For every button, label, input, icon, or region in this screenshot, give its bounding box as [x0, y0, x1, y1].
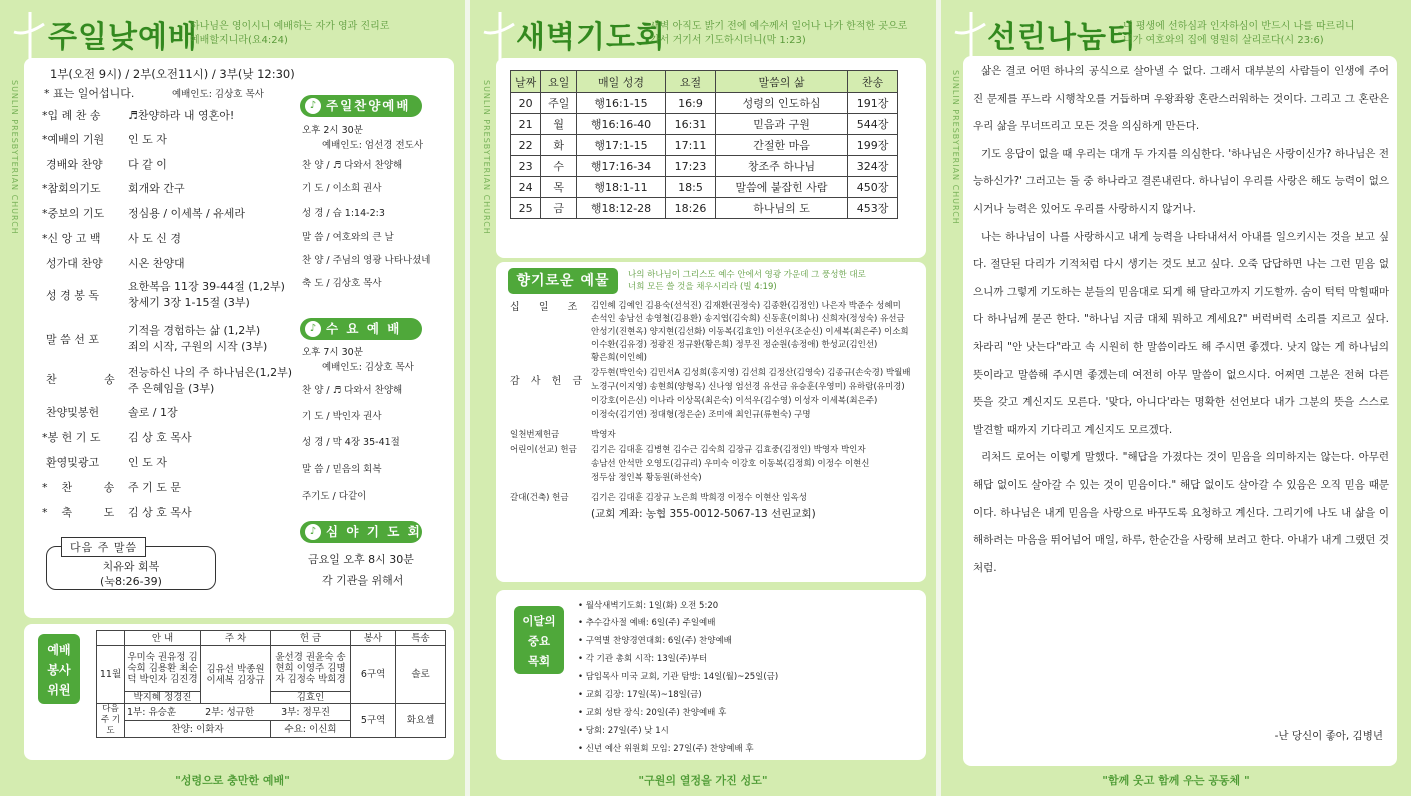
offering-names: 이수환(김유경) 정광진 정규환(황은희) 정무진 정순원(송정애) 한성교(김인선)	[591, 340, 878, 350]
order-value: 솔로 / 1장	[128, 406, 178, 419]
order-label: *입 례 찬 송	[42, 109, 101, 122]
wednesday-service-pill: ♪ 수 요 예 배	[300, 318, 422, 340]
table-row: 24 목 행18:1-11 18:5 말씀에 붙잡힌 사람 450장	[511, 177, 898, 198]
news-item: • 구역별 찬양경연대회: 6일(주) 찬양예배	[578, 636, 732, 646]
panel-title: 선린나눔터	[987, 20, 1137, 55]
essay-paragraph: 삶은 결코 어떤 하나의 공식으로 살아낼 수 없다. 그래서 대부분의 사람들이 인생에 주어진 문제를 푸느라 시행착오를 거듭하며 우왕좌왕 혼란스러워하는 것이다. 그리고 그 혼란은 우리 삶을 무너뜨리고 모든 것을 의심하게 만든다.	[973, 65, 1389, 133]
essay-body	[973, 58, 1389, 582]
order-value: 다 같 이	[128, 158, 167, 171]
night-prayer-desc: 각 기관을 위해서	[322, 574, 404, 587]
panel-footer: "구원의 열정을 가진 성도"	[638, 774, 768, 787]
monthly-news-label: 이달의 중요 목회	[514, 606, 564, 674]
order-label: *봉 헌 기 도	[42, 431, 101, 444]
service-team-card	[24, 624, 454, 760]
vertical-church-name: SUNLIN PRESBYTERIAN CHURCH	[482, 80, 491, 235]
next-sermon-label: 다음 주 말씀	[61, 537, 146, 557]
order-value: 전능하신 나의 주 하나님은(1,2부)	[128, 366, 293, 379]
order-label: 환영및광고	[46, 456, 100, 469]
offering-names: 황은희(이인혜)	[591, 353, 647, 363]
bible-reading-table: 날짜 요일 매일 성경 요절 말씀의 삶 찬송 20 주일 행16:1-15 16:9 성령의 인도하심 191장 21 월 행16:16-40 16:31 믿음과 구원 544장 22 화 행17:1-15 17:11 간절한 마음 199장 23 수 행17:16-34 17:23 창조주 하나님 324장 24 목 행18:1-11 18:5 말씀에 붙잡힌 사람 450장 25 금 행18:12-28 18:26 하나님의 도 453장	[510, 70, 898, 219]
bank-account: (교회 계좌: 농협 355-0012-5067-13 선린교회)	[591, 508, 816, 520]
order-label: 성가대 찬양	[46, 257, 103, 270]
offering-names: 박영자	[591, 430, 616, 440]
order-value: 사 도 신 경	[128, 232, 181, 245]
offering-names: 정두삼 정인복 황동원(하선숙)	[591, 473, 702, 483]
offering-label: 어린이(선교) 헌금	[510, 445, 577, 455]
monthly-news-card	[496, 590, 926, 760]
wednesday-item: 찬 양 / ♬ 다와서 찬양해	[302, 385, 403, 396]
essay-paragraph: 리처드 로어는 이렇게 말했다. "해답을 가졌다는 것이 믿음을 의미하지는 않는다. 아무런 해답 없이도 살아갈 수 있는 것이 믿음이다." 해답 없이도 살아갈 수 있음은 오직 믿음 때문이다. 하나님은 내게 믿음을 사랑으로 바꾸도록 요청하고 계신다. 그리기에 나도 내 삶을 이해하려는 마음을 뛰어넘어 매일, 하루, 한순간을 사랑해 보려고 한다. 아내가 내게 그랬던 것처럼.	[973, 451, 1389, 574]
offering-names: 노경구(이지영) 송현희(양형옥) 신나영 엄선경 유선금 유승훈(우영미) 유하람(유미경)	[591, 382, 905, 392]
order-value: 기적을 경험하는 삶 (1,2부)	[128, 324, 261, 337]
praise-item: 찬 양 / ♬ 다와서 찬양해	[302, 160, 403, 171]
music-note-icon: ♪	[305, 98, 321, 114]
praise-item: 기 도 / 이소희 권사	[302, 183, 382, 194]
panel-footer: "성령으로 충만한 예배"	[175, 774, 290, 787]
music-note-icon: ♪	[305, 524, 321, 540]
table-row: 25 금 행18:12-28 18:26 하나님의 도 453장	[511, 198, 898, 219]
cross-logo-icon	[478, 6, 518, 66]
wednesday-time: 오후 7시 30분	[302, 347, 363, 358]
panel-subtitle: 하나님은 영이시니 예배하는 자가 영과 진리로 예배할지니라(요4:24)	[190, 21, 390, 46]
praise-item: 성 경 / 습 1:14-2:3	[302, 208, 385, 219]
vertical-church-name: SUNLIN PRESBYTERIAN CHURCH	[10, 80, 19, 235]
stand-note: * 표는 일어섭니다.	[44, 87, 135, 100]
dawn-prayer-card	[496, 58, 926, 258]
wednesday-item: 성 경 / 막 4장 35-41절	[302, 437, 400, 448]
wednesday-item: 기 도 / 박인자 권사	[302, 411, 382, 422]
order-value: 회개와 간구	[128, 182, 185, 195]
essay-paragraph: 나는 하나님이 나를 사랑하시고 내게 능력을 나타내셔서 아내를 일으키시는 것을 보고 싶다. 절단된 다리가 기적처럼 다시 생기는 것도 보고 싶다. 오죽 답답하면 나는 그런 믿음 없으니까 그렇게 기도하는 분들의 믿음대로 되게 해 달라고까지 기도할까. 숨이 턱턱 막힐때마다 하나님께 묻곤 한다. "하나님 지금 대체 뭐하고 계세요?" 버럭버럭 소리를 지르고 싶다. 차라리 "안 낫는다"라고 속 시원히 한 말씀이라도 해 주시면 좋겠다. 낫지 않는 게 하나님의 뜻이라고 말씀해 주시면 좋겠는데 여전히 아무 말씀이 없으시다. 어쩌면 그분은 전혀 다른 뜻을 갖고 계신지도 모른다. '맞다, 아니다'라는 명확한 선언보다 내가 그분의 뜻을 스스로 발견할 때까지 기다리고 계신지도 모르겠다.	[973, 230, 1389, 436]
news-item: • 담임목사 미국 교회, 기관 탐방: 14일(월)~25일(금)	[578, 672, 779, 682]
panel-dawn-prayer	[470, 0, 936, 796]
offering-label: 일천번제헌금	[510, 430, 560, 440]
music-note-icon: ♪	[305, 321, 321, 337]
offering-names: 이정숙(김기연) 정대형(정은순) 조미애 최인규(류현숙) 구명	[591, 410, 811, 420]
service-times: 1부(오전 9시) / 2부(오전11시) / 3부(낮 12:30)	[50, 67, 295, 81]
order-value: 김 상 호 목사	[128, 506, 192, 519]
news-item: • 교회 성탄 장식: 20일(주) 찬양예배 후	[578, 708, 727, 718]
offering-verse: 너희 모든 쓸 것을 채우시리라 (빌 4:19)	[628, 282, 777, 292]
order-value: 시온 찬양대	[128, 257, 185, 270]
panel-title: 새벽기도회	[516, 20, 666, 55]
offering-names: 김기은 김대훈 김장규 노은희 박희경 이정수 이현산 임옥성	[591, 493, 807, 503]
offering-names: 김기은 김대훈 김병현 김수근 김숙희 김장규 김효중(김정인) 박영자 박인자	[591, 445, 866, 455]
news-item: • 각 기관 총회 시작: 13일(주)부터	[578, 654, 708, 664]
order-label: 경배와 찬양	[46, 158, 103, 171]
praise-service-pill: ♪ 주일찬양예배	[300, 95, 422, 117]
order-value: 주 기 도 문	[128, 481, 181, 494]
order-label: 찬 송	[46, 373, 137, 386]
offering-names: 안성기(진현옥) 양지현(김선화) 이동복(김효인) 이선우(조순신) 이세복(최은주) 이소희	[591, 327, 909, 337]
cross-logo-icon	[8, 6, 48, 66]
order-label: 성 경 봉 독	[46, 289, 99, 302]
news-item: • 교회 김장: 17일(목)~18일(금)	[578, 690, 702, 700]
next-sermon-box	[46, 541, 216, 590]
night-prayer-pill: ♪ 심 야 기 도 회	[300, 521, 422, 543]
order-label: *축 도	[42, 506, 129, 519]
order-value: 요한복음 11장 39-44절 (1,2부)	[128, 280, 285, 293]
panel-sharing	[941, 0, 1411, 796]
offering-label: 십 일 조	[510, 302, 586, 313]
order-value: 인 도 자	[128, 456, 167, 469]
order-value: 창세기 3장 1-15절 (3부)	[128, 296, 250, 309]
order-label: *예배의 기원	[42, 133, 105, 146]
table-row: 21 월 행16:16-40 16:31 믿음과 구원 544장	[511, 114, 898, 135]
order-value: 정심용 / 이세복 / 유세라	[128, 207, 246, 220]
order-label: 찬양및봉헌	[46, 406, 100, 419]
praise-item: 말 씀 / 여호와의 큰 날	[302, 232, 394, 243]
offering-names: 김인혜 김예인 김용숙(선석진) 김재환(권정숙) 김종환(김정인) 나은자 박준수 성혜미	[591, 301, 901, 311]
service-team-label: 예배 봉사 위원	[38, 634, 80, 704]
order-value: ♬찬양하라 내 영혼아!	[128, 109, 235, 122]
offering-verse: 나의 하나님이 그리스도 예수 안에서 영광 가운데 그 풍성한 대로	[628, 270, 866, 280]
offering-card	[496, 262, 926, 582]
order-value: 죄의 시작, 구원의 시작 (3부)	[128, 340, 268, 353]
table-row: 20 주일 행16:1-15 16:9 성령의 인도하심 191장	[511, 93, 898, 114]
essay-signature: -난 당신이 좋아, 김병년	[1274, 730, 1383, 742]
vertical-church-name: SUNLIN PRESBYTERIAN CHURCH	[951, 70, 960, 225]
order-label: 말 씀 선 포	[46, 333, 99, 346]
offering-title: 향기로운 예물	[508, 268, 618, 294]
order-label: *찬 송	[42, 481, 129, 494]
night-prayer-time: 금요일 오후 8시 30분	[308, 553, 414, 566]
wednesday-item: 말 씀 / 믿음의 회복	[302, 464, 382, 475]
news-item: • 당회: 27일(주) 낮 1시	[578, 726, 669, 736]
order-value: 김 상 호 목사	[128, 431, 192, 444]
praise-item: 찬 양 / 주님의 영광 나타나셨네	[302, 255, 431, 266]
offering-label: 감 사 헌 금	[510, 376, 587, 387]
wednesday-leader: 예배인도: 김상호 목사	[322, 362, 414, 373]
panel-subtitle: 내 평생에 선하심과 인자하심이 반드시 나를 따르리니 내가 여호와의 집에 영원히 살리로다(시 23:6)	[1123, 21, 1355, 46]
order-value: 주 은혜임을 (3부)	[128, 382, 215, 395]
table-row: 23 수 행17:16-34 17:23 창조주 하나님 324장	[511, 156, 898, 177]
offering-names: 송남선 안석만 오영도(김규리) 우미숙 이강호 이동복(김정희) 이정수 이현신	[591, 459, 870, 469]
offering-names: 강두현(박인숙) 김민서A 김성희(홍지영) 김선희 김정산(김영숙) 김종규(손숙경) 박월배	[591, 368, 911, 378]
panel-title: 주일낮예배	[48, 20, 198, 55]
essay-paragraph: 기도 응답이 없을 때 우리는 대개 두 가지를 의심한다. '하나님은 사랑이신가? 하나님은 전능하신가?' 그러고는 둘 중 하나라고 결론내린다. 하나님이 우리를 사랑은 해도 능력이 없으시거나 능력은 있어도 우리를 사랑하시지 않거나.	[973, 147, 1389, 215]
praise-time: 오후 2시 30분	[302, 125, 363, 136]
next-sermon-title: 치유와 회복	[102, 560, 160, 573]
offering-label: 갈대(건축) 헌금	[510, 493, 569, 503]
panel-footer: "함께 웃고 함께 우는 공동체 "	[1102, 774, 1250, 787]
table-row: 22 화 행17:1-15 17:11 간절한 마음 199장	[511, 135, 898, 156]
order-label: *참회의기도	[42, 182, 101, 195]
news-item: • 월삭새벽기도회: 1일(화) 오전 5:20	[578, 601, 719, 611]
offering-names: 이강호(이은신) 이나라 이상목(최은숙) 이석우(김수영) 이성자 이세복(최은주)	[591, 396, 878, 406]
next-sermon-ref: (눅8:26-39)	[100, 575, 162, 588]
service-team-table: 안 내 주 차 헌 금 봉사 특송 11월 우미숙 권유정 김숙희 김용환 최순덕 박인자 김진경 김유선 박종원 이세복 김장규 윤선경 권윤숙 송현희 이영주 김명자 김정숙 박희경 6구역 솔로 박지혜 정경진 김효인 다음주 기 도 1부: 유승훈 2부: 성규한 3부: 정무진 5구역 화요셀 찬양: 이화자 수요: 이신희	[96, 630, 446, 738]
order-label: *중보의 기도	[42, 207, 105, 220]
panel-subtitle: 새벽 아직도 밝기 전에 예수께서 일어나 나가 한적한 곳으로 가서 거기서 기도하시더니(막 1:23)	[650, 21, 908, 46]
order-value: 인 도 자	[128, 133, 167, 146]
offering-names: 손석인 송남선 송영철(김용환) 송지엽(김숙희) 신동훈(이희나) 신희자(정성숙) 유선금	[591, 314, 905, 324]
panel-sunday-worship	[0, 0, 465, 796]
worship-leader: 예배인도: 김상호 목사	[172, 89, 264, 100]
wednesday-item: 주기도 / 다같이	[302, 491, 367, 502]
news-item: • 추수감사절 예배: 6일(주) 주일예배	[578, 618, 716, 628]
order-label: *신 앙 고 백	[42, 232, 101, 245]
news-item: • 신년 예산 위원회 모임: 27일(주) 찬양예배 후	[578, 744, 754, 754]
praise-leader: 예배인도: 엄선경 전도사	[322, 140, 424, 151]
worship-order-card	[24, 58, 454, 618]
praise-item: 축 도 / 김상호 목사	[302, 278, 382, 289]
essay-card	[963, 56, 1397, 766]
